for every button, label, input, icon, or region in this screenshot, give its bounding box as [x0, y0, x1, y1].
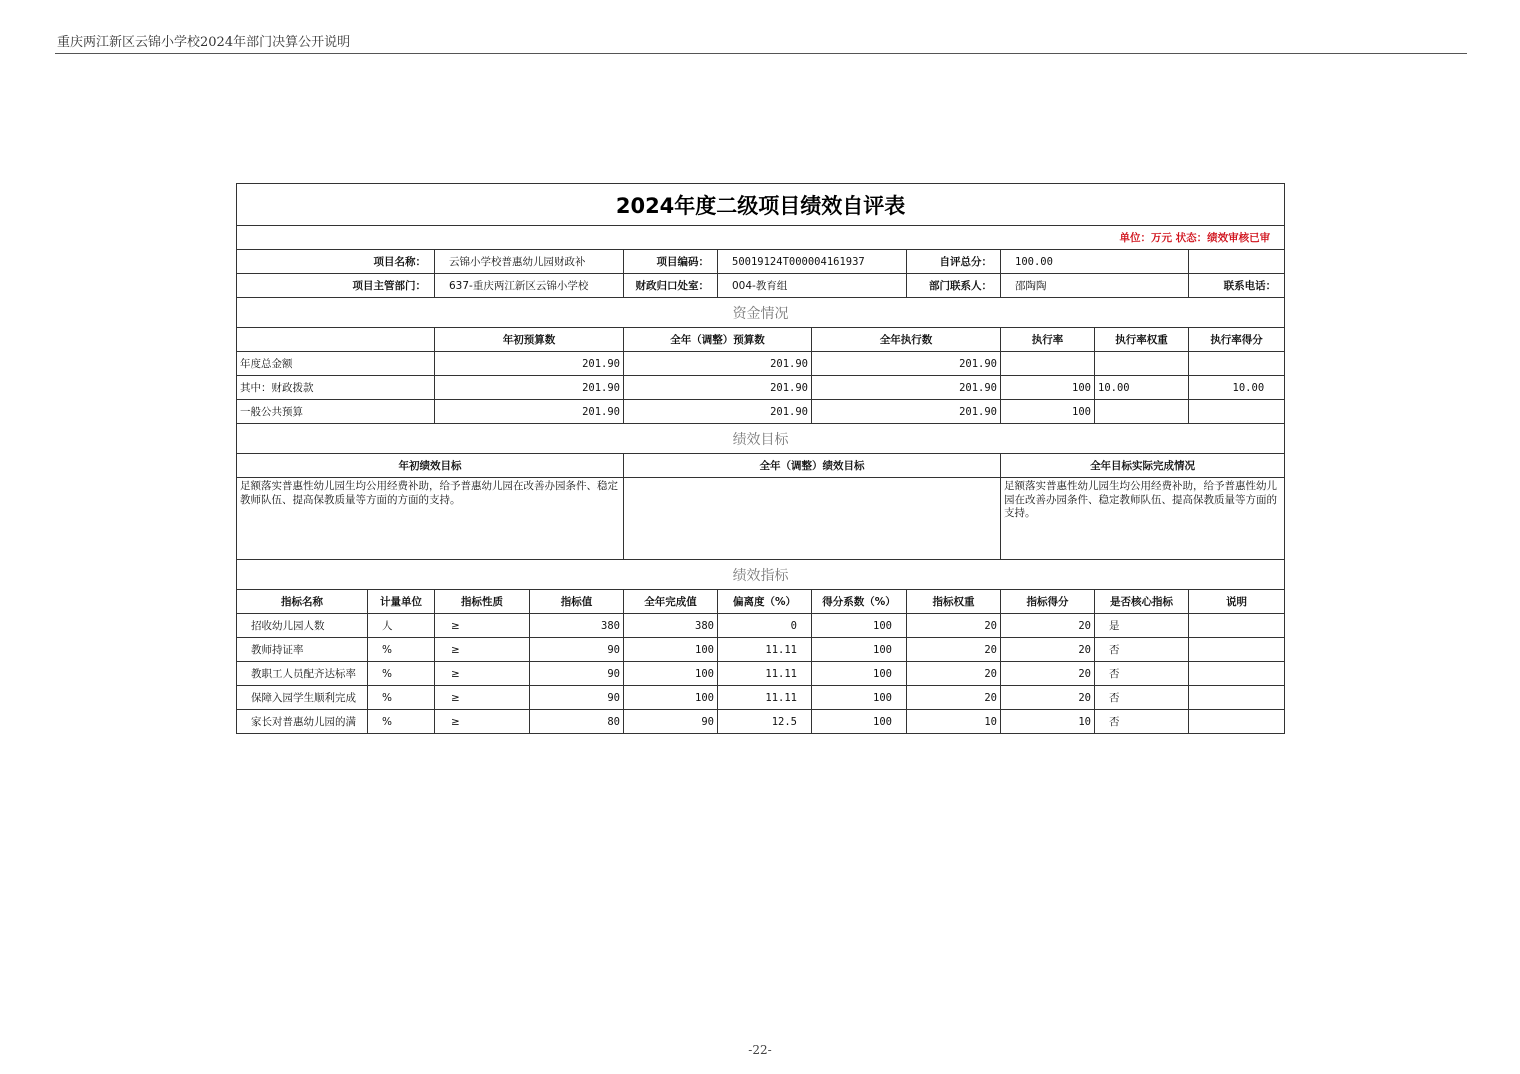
ind-unit: 人 [368, 614, 435, 638]
funds-weight: 10.00 [1095, 376, 1189, 400]
funds-row-total [237, 352, 1285, 376]
info-row-1 [237, 250, 1285, 274]
funds-adjusted: 201.90 [624, 400, 812, 424]
ind-score: 20 [1001, 686, 1095, 710]
form-title: 2024年度二级项目绩效自评表 [237, 184, 1285, 226]
funds-row-fiscal [237, 376, 1285, 400]
self-score-value: 100.00 [1001, 250, 1189, 274]
finance-office-label: 财政归口处室： [624, 274, 718, 298]
funds-row-label: 其中：财政拨款 [237, 376, 435, 400]
ind-actual: 100 [624, 686, 718, 710]
goal-initial-text: 足额落实普惠性幼儿园生均公用经费补助，给予普惠幼儿园在改善办园条件、稳定教师队伍、提高保教质量等方面的方面的支持。 [237, 478, 624, 560]
funds-executed: 201.90 [812, 376, 1001, 400]
funds-row-general [237, 400, 1285, 424]
performance-evaluation-table [236, 183, 1285, 734]
ind-deviation: 0 [718, 614, 812, 638]
ind-core: 否 [1095, 638, 1189, 662]
funds-adjusted: 201.90 [624, 376, 812, 400]
funds-header-score: 执行率得分 [1189, 328, 1285, 352]
ind-core: 是 [1095, 614, 1189, 638]
ind-name: 招收幼儿园人数 [237, 614, 368, 638]
ind-unit: % [368, 638, 435, 662]
ind-actual: 100 [624, 638, 718, 662]
funds-budget: 201.90 [435, 352, 624, 376]
ind-score: 20 [1001, 614, 1095, 638]
funds-budget: 201.90 [435, 400, 624, 424]
ind-target: 90 [530, 662, 624, 686]
ind-header-weight: 指标权重 [907, 590, 1001, 614]
ind-note [1189, 638, 1285, 662]
ind-unit: % [368, 710, 435, 734]
ind-note [1189, 614, 1285, 638]
funds-budget: 201.90 [435, 376, 624, 400]
funds-rate: 100 [1001, 376, 1095, 400]
funds-score [1189, 400, 1285, 424]
ind-coef: 100 [812, 686, 907, 710]
ind-core: 否 [1095, 710, 1189, 734]
funds-header-adjusted: 全年（调整）预算数 [624, 328, 812, 352]
ind-note [1189, 662, 1285, 686]
project-name-value: 云锦小学校普惠幼儿园财政补 [435, 250, 624, 274]
ind-coef: 100 [812, 614, 907, 638]
ind-weight: 20 [907, 686, 1001, 710]
ind-nature: ≥ [435, 614, 530, 638]
ind-target: 90 [530, 638, 624, 662]
goals-header-row [237, 454, 1285, 478]
indicators-header-row [237, 590, 1285, 614]
ind-score: 20 [1001, 662, 1095, 686]
ind-note [1189, 710, 1285, 734]
goals-content-row [237, 478, 1285, 560]
ind-coef: 100 [812, 662, 907, 686]
goals-section-title: 绩效目标 [237, 424, 1285, 454]
project-name-label: 项目名称： [237, 250, 435, 274]
ind-target: 80 [530, 710, 624, 734]
ind-header-target: 指标值 [530, 590, 624, 614]
ind-target: 90 [530, 686, 624, 710]
ind-weight: 20 [907, 662, 1001, 686]
ind-nature: ≥ [435, 662, 530, 686]
ind-weight: 10 [907, 710, 1001, 734]
ind-deviation: 12.5 [718, 710, 812, 734]
ind-actual: 380 [624, 614, 718, 638]
goals-header-adjusted: 全年（调整）绩效目标 [624, 454, 1001, 478]
ind-header-core: 是否核心指标 [1095, 590, 1189, 614]
ind-deviation: 11.11 [718, 662, 812, 686]
ind-unit: % [368, 686, 435, 710]
indicator-row [237, 614, 1285, 638]
funds-weight [1095, 352, 1189, 376]
ind-target: 380 [530, 614, 624, 638]
contact-value: 邵陶陶 [1001, 274, 1189, 298]
ind-header-unit: 计量单位 [368, 590, 435, 614]
ind-score: 20 [1001, 638, 1095, 662]
funds-adjusted: 201.90 [624, 352, 812, 376]
ind-header-actual: 全年完成值 [624, 590, 718, 614]
ind-deviation: 11.11 [718, 638, 812, 662]
funds-header-rate: 执行率 [1001, 328, 1095, 352]
ind-name: 教职工人员配齐达标率 [237, 662, 368, 686]
ind-header-deviation: 偏离度（%） [718, 590, 812, 614]
ind-coef: 100 [812, 638, 907, 662]
self-score-label: 自评总分： [907, 250, 1001, 274]
ind-nature: ≥ [435, 710, 530, 734]
ind-unit: % [368, 662, 435, 686]
funds-header-weight: 执行率权重 [1095, 328, 1189, 352]
finance-office-value: 004-教育组 [718, 274, 907, 298]
funds-executed: 201.90 [812, 352, 1001, 376]
funds-executed: 201.90 [812, 400, 1001, 424]
ind-weight: 20 [907, 614, 1001, 638]
unit-status: 单位：万元 状态：绩效审核已审 [237, 226, 1285, 250]
funds-header-row [237, 328, 1285, 352]
funds-score: 10.00 [1189, 376, 1285, 400]
ind-actual: 90 [624, 710, 718, 734]
ind-name: 教师持证率 [237, 638, 368, 662]
funds-score [1189, 352, 1285, 376]
ind-nature: ≥ [435, 686, 530, 710]
ind-name: 家长对普惠幼儿园的满 [237, 710, 368, 734]
funds-row-label: 一般公共预算 [237, 400, 435, 424]
funds-section-title: 资金情况 [237, 298, 1285, 328]
ind-coef: 100 [812, 710, 907, 734]
ind-deviation: 11.11 [718, 686, 812, 710]
indicator-row [237, 638, 1285, 662]
page-header: 重庆两江新区云锦小学校2024年部门决算公开说明 [57, 35, 351, 50]
contact-label: 部门联系人： [907, 274, 1001, 298]
phone-label: 联系电话： [1189, 274, 1285, 298]
ind-name: 保障入园学生顺利完成 [237, 686, 368, 710]
ind-core: 否 [1095, 662, 1189, 686]
ind-score: 10 [1001, 710, 1095, 734]
project-code-value: 50019124T000004161937 [718, 250, 907, 274]
goals-header-initial: 年初绩效目标 [237, 454, 624, 478]
project-code-label: 项目编码： [624, 250, 718, 274]
dept-label: 项目主管部门： [237, 274, 435, 298]
ind-nature: ≥ [435, 638, 530, 662]
header-divider [55, 53, 1467, 54]
goal-adjusted-text [624, 478, 1001, 560]
empty-cell [1189, 250, 1285, 274]
indicator-row [237, 662, 1285, 686]
goal-actual-text: 足额落实普惠性幼儿园生均公用经费补助，给予普惠性幼儿园在改善办园条件、稳定教师队伍、提高保教质量等方面的支持。 [1001, 478, 1285, 560]
page-number: -22- [748, 1043, 772, 1057]
funds-weight [1095, 400, 1189, 424]
funds-header-blank [237, 328, 435, 352]
ind-header-name: 指标名称 [237, 590, 368, 614]
funds-row-label: 年度总金额 [237, 352, 435, 376]
ind-core: 否 [1095, 686, 1189, 710]
indicator-row [237, 686, 1285, 710]
ind-header-coef: 得分系数（%） [812, 590, 907, 614]
ind-actual: 100 [624, 662, 718, 686]
indicators-section-title: 绩效指标 [237, 560, 1285, 590]
ind-header-score: 指标得分 [1001, 590, 1095, 614]
funds-rate: 100 [1001, 400, 1095, 424]
indicator-row [237, 710, 1285, 734]
funds-rate [1001, 352, 1095, 376]
info-row-2 [237, 274, 1285, 298]
funds-header-executed: 全年执行数 [812, 328, 1001, 352]
ind-header-note: 说明 [1189, 590, 1285, 614]
ind-header-nature: 指标性质 [435, 590, 530, 614]
funds-header-initial: 年初预算数 [435, 328, 624, 352]
dept-value: 637-重庆两江新区云锦小学校 [435, 274, 624, 298]
goals-header-actual: 全年目标实际完成情况 [1001, 454, 1285, 478]
ind-note [1189, 686, 1285, 710]
ind-weight: 20 [907, 638, 1001, 662]
